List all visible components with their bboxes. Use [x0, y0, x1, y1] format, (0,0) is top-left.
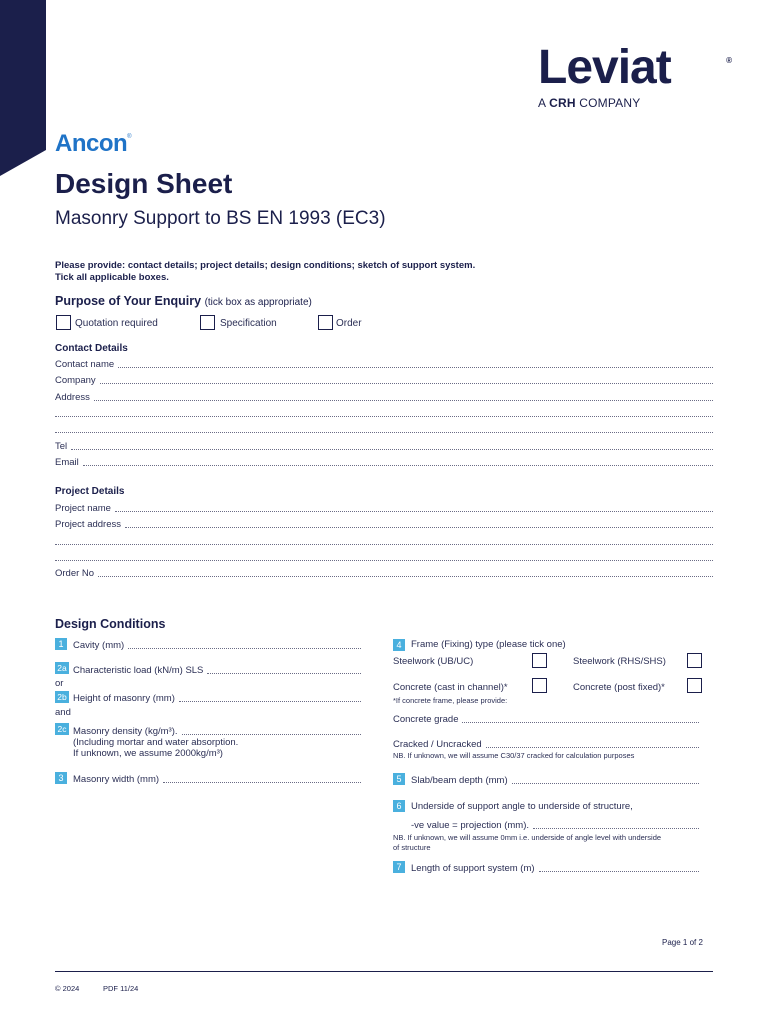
- concrete-post-label: Concrete (post fixed)*: [573, 682, 665, 693]
- number-badge-2c: 2c: [55, 723, 69, 735]
- page-number: Page 1 of 2: [662, 938, 703, 947]
- number-badge-7: 7: [393, 861, 405, 873]
- number-badge-1: 1: [55, 638, 67, 650]
- slab-depth-field[interactable]: [411, 774, 699, 786]
- concrete-cast-checkbox[interactable]: [532, 678, 547, 693]
- ancon-logo: [55, 130, 131, 158]
- field-label: Concrete grade: [393, 714, 459, 725]
- email-field[interactable]: [55, 456, 713, 468]
- purpose-heading: [55, 294, 312, 308]
- concrete-cast-label: Concrete (cast in channel)*: [393, 682, 508, 693]
- specification-checkbox[interactable]: [200, 315, 215, 330]
- length-field[interactable]: [411, 862, 699, 874]
- cavity-field[interactable]: [73, 639, 361, 651]
- steelwork-ub-checkbox[interactable]: [532, 653, 547, 668]
- order-label: Order: [336, 318, 362, 329]
- steelwork-ub-label: Steelwork (UB/UC): [393, 656, 474, 667]
- project-name-field[interactable]: [55, 502, 713, 514]
- leviat-logo: [538, 41, 732, 110]
- field-label: Address: [55, 392, 90, 403]
- project-address-field[interactable]: [55, 518, 713, 530]
- field-label: Length of support system (m): [411, 863, 535, 874]
- field-label: Email: [55, 457, 79, 468]
- number-badge-4: 4: [393, 639, 405, 651]
- frame-type-label: Frame (Fixing) type (please tick one): [411, 639, 566, 650]
- purpose-title: Purpose of Your Enquiry: [55, 294, 202, 308]
- instructions: [55, 260, 475, 284]
- underside-label: Underside of support angle to underside of structure,: [411, 801, 633, 812]
- number-badge-6: 6: [393, 800, 405, 812]
- project-heading: Project Details: [55, 486, 125, 497]
- tagline-suffix: COMPANY: [579, 96, 641, 110]
- cracked-note: NB. If unknown, we will assume C30/37 cracked for calculation purposes: [393, 751, 635, 760]
- address-field[interactable]: [55, 391, 713, 403]
- contact-name-field[interactable]: [55, 358, 713, 370]
- density-note-2: If unknown, we assume 2000kg/m³): [73, 748, 223, 759]
- ancon-mark: ®: [127, 134, 132, 140]
- concrete-note: *If concrete frame, please provide:: [393, 696, 508, 705]
- footer-divider: [55, 971, 713, 972]
- address-field-line-3[interactable]: [55, 423, 713, 435]
- field-label: Project address: [55, 519, 122, 530]
- field-label: Cavity (mm): [73, 640, 125, 651]
- field-label: Masonry density (kg/m³).: [73, 726, 178, 737]
- leviat-wordmark: Leviat: [538, 41, 671, 94]
- steelwork-rhs-label: Steelwork (RHS/SHS): [573, 656, 666, 667]
- corner-graphic: [0, 0, 46, 176]
- address-field-line-2[interactable]: [55, 407, 713, 419]
- page-subtitle: Masonry Support to BS EN 1993 (EC3): [55, 208, 386, 229]
- and-text: and: [55, 707, 71, 718]
- field-label: Characteristic load (kN/m) SLS: [73, 665, 204, 676]
- contact-heading: Contact Details: [55, 343, 128, 354]
- field-label: Company: [55, 375, 96, 386]
- or-text: or: [55, 678, 64, 689]
- field-label: Contact name: [55, 359, 115, 370]
- concrete-post-checkbox[interactable]: [687, 678, 702, 693]
- field-label: Order No: [55, 568, 95, 579]
- registered-mark: ®: [726, 56, 732, 65]
- number-badge-2b: 2b: [55, 691, 69, 703]
- density-note-1: (Including mortar and water absorption.: [73, 737, 239, 748]
- field-label: -ve value = projection (mm).: [411, 820, 529, 831]
- page-title: Design Sheet: [55, 168, 233, 199]
- characteristic-load-field[interactable]: [73, 664, 361, 676]
- field-label: Tel: [55, 441, 68, 452]
- underside-note-2: of structure: [393, 843, 431, 852]
- specification-label: Specification: [220, 318, 277, 329]
- number-badge-3: 3: [55, 772, 67, 784]
- masonry-density-field[interactable]: [73, 725, 361, 737]
- projection-field[interactable]: [411, 819, 699, 831]
- field-label: Masonry width (mm): [73, 774, 160, 785]
- order-checkbox[interactable]: [318, 315, 333, 330]
- steelwork-rhs-checkbox[interactable]: [687, 653, 702, 668]
- pdf-version: PDF 11/24: [103, 984, 139, 993]
- project-address-line-3[interactable]: [55, 551, 713, 563]
- concrete-grade-field[interactable]: [393, 713, 699, 725]
- number-badge-5: 5: [393, 773, 405, 785]
- field-label: Slab/beam depth (mm): [411, 775, 508, 786]
- leviat-tagline: [538, 96, 730, 110]
- field-label: Height of masonry (mm): [73, 693, 175, 704]
- order-no-field[interactable]: [55, 567, 713, 579]
- ancon-wordmark: Ancon: [55, 130, 128, 157]
- tel-field[interactable]: [55, 440, 713, 452]
- number-badge-2a: 2a: [55, 662, 69, 674]
- copyright: © 2024: [55, 984, 80, 993]
- field-label: Cracked / Uncracked: [393, 739, 482, 750]
- height-of-masonry-field[interactable]: [73, 692, 361, 704]
- instruction-line-1: Please provide: contact details; project details; design conditions; sketch of support system.: [55, 260, 476, 271]
- company-field[interactable]: [55, 374, 713, 386]
- design-conditions-heading: Design Conditions: [55, 617, 166, 631]
- tagline-prefix: A: [538, 96, 546, 110]
- cracked-field[interactable]: [393, 738, 699, 750]
- field-label: Project name: [55, 503, 111, 514]
- underside-note-1: NB. If unknown, we will assume 0mm i.e. underside of angle level with underside: [393, 833, 662, 842]
- masonry-width-field[interactable]: [73, 773, 361, 785]
- tagline-crh: CRH: [549, 96, 576, 110]
- purpose-note: (tick box as appropriate): [204, 297, 312, 308]
- quotation-label: Quotation required: [75, 318, 158, 329]
- project-address-line-2[interactable]: [55, 535, 713, 547]
- quotation-checkbox[interactable]: [56, 315, 71, 330]
- instruction-line-2: Tick all applicable boxes.: [55, 272, 169, 283]
